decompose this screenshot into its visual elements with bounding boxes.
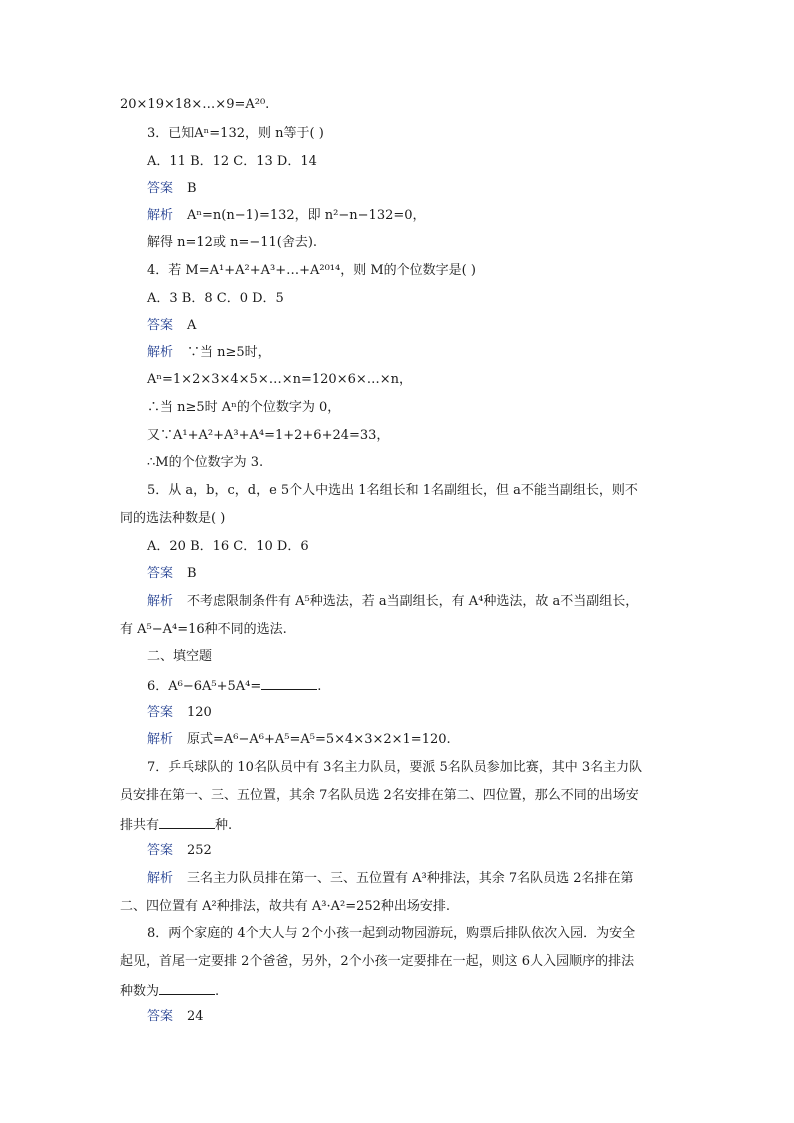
- question-4: [147, 263, 476, 279]
- answer-5: [147, 566, 197, 582]
- answer-6: [147, 705, 212, 721]
- text-line: [147, 235, 317, 251]
- question-3: [147, 126, 324, 142]
- answer-text: 120: [187, 705, 212, 720]
- line-text: 5．从 a，b，c，d，e 5个人中选出 1名组长和 1名副组长，但 a不能当副组长，则不: [147, 483, 638, 498]
- analysis-text: 三名主力队员排在第一、三、五位置有 A³种排法，其余 7名队员选 2名排在第: [187, 871, 634, 886]
- analysis-label: 解析: [147, 732, 174, 747]
- text-line: [120, 511, 225, 527]
- text-line: [147, 455, 263, 471]
- answer-text: 252: [187, 843, 212, 858]
- text-line: [120, 97, 269, 113]
- analysis-text: Aⁿ=n(n−1)=132，即 n²−n−132=0，: [187, 208, 426, 223]
- answer-7: [147, 843, 212, 859]
- answer-blank: [159, 982, 215, 995]
- answer-3: [147, 181, 197, 197]
- answer-text: B: [187, 181, 197, 196]
- question-6: [147, 677, 321, 695]
- analysis-3: [147, 208, 426, 224]
- question-5: [147, 483, 638, 499]
- line-text: 8．两个家庭的 4个大人与 2个小孩一起到动物园游玩，购票后排队依次入园．为安全: [147, 926, 636, 941]
- analysis-label: 解析: [147, 208, 174, 223]
- line-text: 6．A⁶−6A⁵+5A⁴=: [147, 679, 262, 694]
- analysis-5: [147, 594, 638, 610]
- text-line: [147, 400, 340, 416]
- answer-label: 答案: [147, 181, 174, 196]
- line-text: 员安排在第一、三、五位置，其余 7名队员选 2名安排在第二、四位置，那么不同的出场安: [120, 788, 639, 803]
- line-text: 解得 n=12或 n=−11(舍去).: [147, 235, 318, 250]
- text-line: [120, 954, 634, 970]
- answer-text: A: [187, 318, 197, 333]
- line-text: A．11 B．12 C．13 D．14: [147, 154, 317, 169]
- answer-blank: [261, 677, 317, 690]
- analysis-label: 解析: [147, 594, 174, 609]
- answer-label: 答案: [147, 318, 174, 333]
- answer-8: [147, 1009, 204, 1025]
- question-7: [147, 760, 642, 776]
- text-line: [120, 982, 219, 1000]
- line-text: A．3 B．8 C．0 D．5: [147, 291, 284, 306]
- analysis-label: 解析: [147, 345, 174, 360]
- line-text: 20×19×18×…×9=A²⁰.: [120, 97, 270, 112]
- line-text: 二、填空题: [147, 649, 213, 664]
- text-line: [147, 372, 412, 388]
- line-text: 又∵A¹+A²+A³+A⁴=1+2+6+24=33，: [147, 428, 390, 443]
- line-text: 3．已知Aⁿ=132，则 n等于( ): [147, 126, 324, 141]
- answer-label: 答案: [147, 705, 174, 720]
- line-text: 有 A⁵−A⁴=16种不同的选法.: [120, 622, 287, 637]
- answer-label: 答案: [147, 566, 174, 581]
- line-text: ∴当 n≥5时 Aⁿ的个位数字为 0，: [147, 400, 341, 415]
- text-line: [120, 816, 232, 834]
- options-4: [147, 291, 284, 307]
- options-5: [147, 539, 309, 555]
- section-heading: [147, 649, 212, 665]
- analysis-text: 原式=A⁶−A⁶+A⁵=A⁵=5×4×3×2×1=120.: [187, 732, 451, 747]
- analysis-6: [147, 732, 451, 748]
- answer-label: 答案: [147, 843, 174, 858]
- analysis-7: [147, 871, 634, 887]
- line-text: 同的选法种数是( ): [120, 511, 226, 526]
- analysis-4: [147, 345, 271, 361]
- analysis-text: ∵当 n≥5时，: [187, 345, 271, 360]
- question-8: [147, 926, 635, 942]
- analysis-label: 解析: [147, 871, 174, 886]
- line-text: 起见，首尾一定要排 2个爸爸，另外，2个小孩一定要排在一起，则这 6人入园顺序的排法: [120, 954, 635, 969]
- line-text: Aⁿ=1×2×3×4×5×…×n=120×6×…×n，: [147, 372, 413, 387]
- answer-4: [147, 318, 196, 334]
- line-text: 种数为: [120, 984, 160, 999]
- line-text: 4．若 M=A¹+A²+A³+…+A²⁰¹⁴，则 M的个位数字是( ): [147, 263, 476, 278]
- answer-blank: [159, 816, 215, 829]
- analysis-text: 不考虑限制条件有 A⁵种选法，若 a当副组长，有 A⁴种选法，故 a不当副组长，: [187, 594, 639, 609]
- options-3: [147, 154, 317, 170]
- text-line: [147, 428, 389, 444]
- line-text: .: [215, 984, 220, 999]
- answer-label: 答案: [147, 1009, 174, 1024]
- line-text: 二、四位置有 A²种排法，故共有 A³·A²=252种出场安排.: [120, 899, 451, 914]
- line-text: 排共有: [120, 818, 160, 833]
- text-line: [120, 622, 287, 638]
- answer-text: B: [187, 566, 197, 581]
- line-text: 种.: [215, 818, 233, 833]
- text-line: [120, 788, 639, 804]
- text-line: [120, 899, 450, 915]
- answer-text: 24: [187, 1009, 204, 1024]
- line-text: 7．乒乓球队的 10名队员中有 3名主力队员，要派 5名队员参加比赛，其中 3名主力队: [147, 760, 643, 775]
- line-text: .: [317, 679, 322, 694]
- line-text: A．20 B．16 C．10 D．6: [147, 539, 309, 554]
- line-text: ∴M的个位数字为 3.: [147, 455, 264, 470]
